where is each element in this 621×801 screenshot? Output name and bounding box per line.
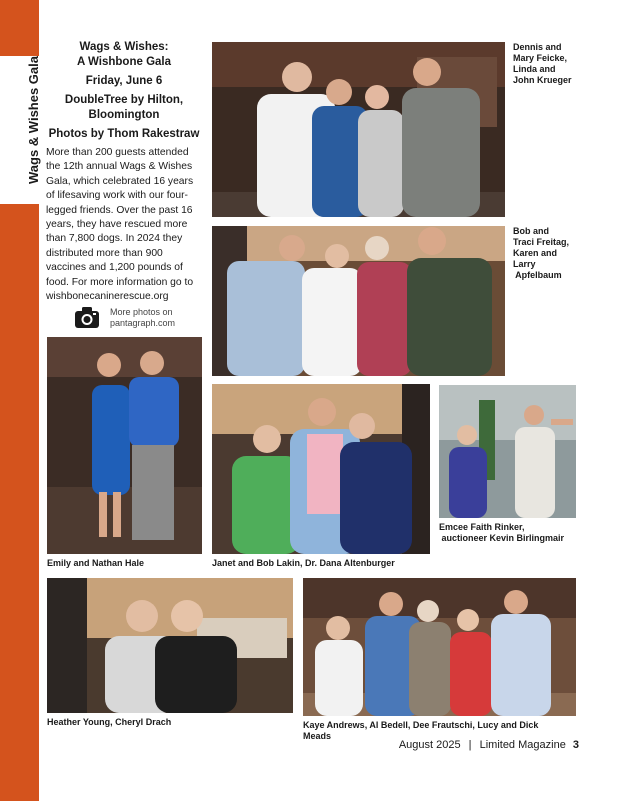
venue-line: Bloomington [88,109,160,121]
photo-image [212,42,505,217]
caption-line: John Krueger [513,75,572,85]
photo-image [47,578,293,713]
caption-line: Bob and [513,226,549,236]
publication-name: Limited Magazine [479,739,566,751]
photo-young-drach [47,578,293,713]
caption-line: Meads [303,731,332,741]
caption-line: auctioneer Kevin Birlingmair [439,533,565,543]
photo-lakin-altenburger [212,384,430,554]
caption-line: Linda and [513,64,556,74]
issue-date: August 2025 [398,739,461,751]
caption-line: Kaye Andrews, Al Bedell, Dee Frautschi, Lucy and Dick [303,720,539,730]
caption-photo-5 [439,522,609,544]
photo-feicke-krueger [212,42,505,217]
photo-andrews-bedell-frautschi-meads [303,578,576,716]
event-date: Friday, June 6 [85,75,163,87]
more-photos-link[interactable] [74,304,194,332]
caption-line: Dennis and [513,42,562,52]
title-line: A Wishbone Gala [76,56,172,68]
caption-line: Traci Freitag, [513,237,570,247]
photo-image [47,337,202,554]
photo-image [212,226,505,376]
more-photos-url: pantagraph.com [110,318,176,328]
caption-line: Larry [513,259,536,269]
photo-credit: Photos by Thom Rakestraw [48,128,200,140]
photo-image [439,385,576,518]
page-number: 3 [572,739,579,751]
photo-rinker-birlingmair [439,385,576,518]
article-body: More than 200 guests attended the 12th annual Wags & Wishes Gala, which celebrated 16 years of lifesaving work with our four-legged friends. Over the past 16 years, they have rescued more than 7,800 dogs. In 2024 they distributed more than 900 vaccines and 1,200 pounds of food. For more information go to wishbonecaninerescue.org [46,147,194,303]
title-line: Wags & Wishes: [79,41,169,53]
photo-freitag-apfelbaum [212,226,505,376]
caption-line: Mary Feicke, [513,53,568,63]
venue-line: DoubleTree by Hilton, [64,94,184,106]
photo-hale [47,337,202,554]
more-photos-text [110,307,175,329]
caption-photo-2 [513,226,608,281]
caption-photo-1 [513,42,603,86]
intro-block [46,40,202,304]
caption-line: Emcee Faith Rinker, [439,522,525,532]
caption-line: Karen and [513,248,558,258]
caption-photo-6: Heather Young, Cheryl Drach [47,717,172,727]
more-photos-line: More photos on [110,307,173,317]
caption-photo-3: Emily and Nathan Hale [47,558,145,568]
footer-separator: | [468,739,472,751]
section-label: Wags & Wishes Gala [26,56,41,184]
photo-image [303,578,576,716]
caption-line: Apfelbaum [513,270,562,280]
caption-photo-4: Janet and Bob Lakin, Dr. Dana Altenburger [212,558,395,568]
camera-icon [74,304,100,330]
event-venue [46,93,202,123]
photo-image [212,384,430,554]
article-title [46,40,202,70]
page-footer [399,739,579,751]
